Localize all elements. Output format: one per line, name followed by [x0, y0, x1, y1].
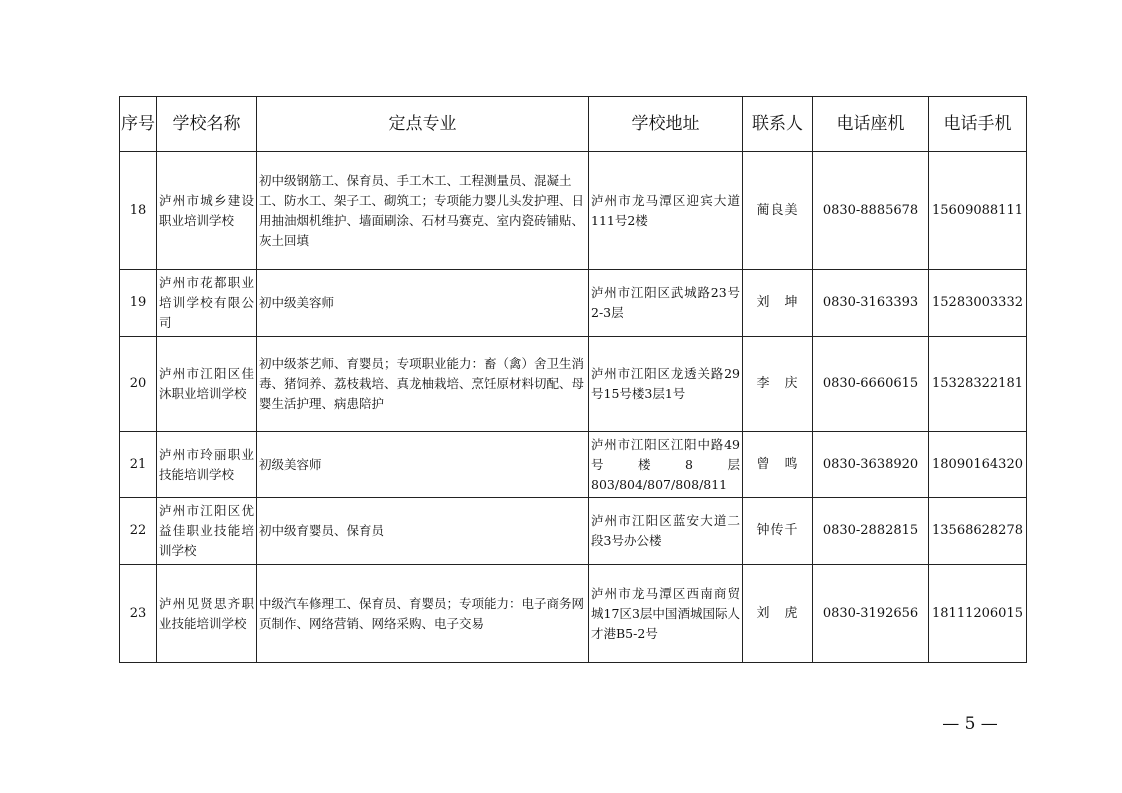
header-major: 定点专业: [257, 97, 589, 152]
schools-table: [119, 96, 1027, 663]
row-mobile: 15609088111: [929, 152, 1027, 270]
header-phone: 电话座机: [813, 97, 929, 152]
row-address: 泸州市江阳区龙透关路29号15号楼3层1号: [589, 337, 743, 432]
row-mobile: 15328322181: [929, 337, 1027, 432]
row-contact: 刘 虎: [743, 565, 813, 663]
row-major: 初中级钢筋工、保育员、手工木工、工程测量员、混凝土工、防水工、架子工、砌筑工；专项能力婴儿头发护理、日用抽油烟机维护、墙面刷涂、石材马赛克、室内瓷砖铺贴、灰土回填: [257, 152, 589, 270]
table-row: [120, 337, 1027, 432]
header-mobile: 电话手机: [929, 97, 1027, 152]
row-major: 中级汽车修理工、保育员、育婴员；专项能力：电子商务网页制作、网络营销、网络采购、电子交易: [257, 565, 589, 663]
row-mobile: 18090164320: [929, 432, 1027, 498]
table-row: [120, 432, 1027, 498]
row-phone: 0830-8885678: [813, 152, 929, 270]
table-row: [120, 152, 1027, 270]
row-contact: 钟传千: [743, 498, 813, 565]
row-seq: 19: [120, 270, 157, 337]
row-address: 泸州市江阳区武城路23号2-3层: [589, 270, 743, 337]
row-school-name: 泸州见贤思齐职业技能培训学校: [157, 565, 257, 663]
row-phone: 0830-2882815: [813, 498, 929, 565]
row-address: 泸州市龙马潭区西南商贸城17区3层中国酒城国际人才港B5-2号: [589, 565, 743, 663]
header-contact: 联系人: [743, 97, 813, 152]
row-school-name: 泸州市花都职业培训学校有限公司: [157, 270, 257, 337]
table-row: [120, 565, 1027, 663]
row-phone: 0830-6660615: [813, 337, 929, 432]
row-seq: 23: [120, 565, 157, 663]
row-phone: 0830-3638920: [813, 432, 929, 498]
row-school-name: 泸州市玲丽职业技能培训学校: [157, 432, 257, 498]
header-address: 学校地址: [589, 97, 743, 152]
row-address: 泸州市江阳区蓝安大道二段3号办公楼: [589, 498, 743, 565]
row-major: 初中级美容师: [257, 270, 589, 337]
row-mobile: 15283003332: [929, 270, 1027, 337]
header-row: [120, 97, 1027, 152]
header-seq: 序号: [120, 97, 157, 152]
row-mobile: 13568628278: [929, 498, 1027, 565]
row-mobile: 18111206015: [929, 565, 1027, 663]
row-seq: 20: [120, 337, 157, 432]
page-number: — 5 —: [942, 714, 998, 734]
row-phone: 0830-3163393: [813, 270, 929, 337]
row-major: 初中级茶艺师、育婴员；专项职业能力：畜（禽）舍卫生消毒、猪饲养、荔枝栽培、真龙柚栽培、烹饪原材料切配、母婴生活护理、病患陪护: [257, 337, 589, 432]
row-contact: 曾 鸣: [743, 432, 813, 498]
row-contact: 刘 坤: [743, 270, 813, 337]
row-school-name: 泸州市江阳区优益佳职业技能培训学校: [157, 498, 257, 565]
table-row: [120, 270, 1027, 337]
row-major: 初中级育婴员、保育员: [257, 498, 589, 565]
row-major: 初级美容师: [257, 432, 589, 498]
row-seq: 18: [120, 152, 157, 270]
row-phone: 0830-3192656: [813, 565, 929, 663]
row-school-name: 泸州市江阳区佳沐职业培训学校: [157, 337, 257, 432]
row-contact: 蔺良美: [743, 152, 813, 270]
row-contact: 李 庆: [743, 337, 813, 432]
row-seq: 22: [120, 498, 157, 565]
table-row: [120, 498, 1027, 565]
row-school-name: 泸州市城乡建设职业培训学校: [157, 152, 257, 270]
header-school-name: 学校名称: [157, 97, 257, 152]
row-seq: 21: [120, 432, 157, 498]
row-address: 泸州市龙马潭区迎宾大道111号2楼: [589, 152, 743, 270]
row-address: 泸州市江阳区江阳中路49号楼8层803/804/807/808/811: [589, 432, 743, 498]
